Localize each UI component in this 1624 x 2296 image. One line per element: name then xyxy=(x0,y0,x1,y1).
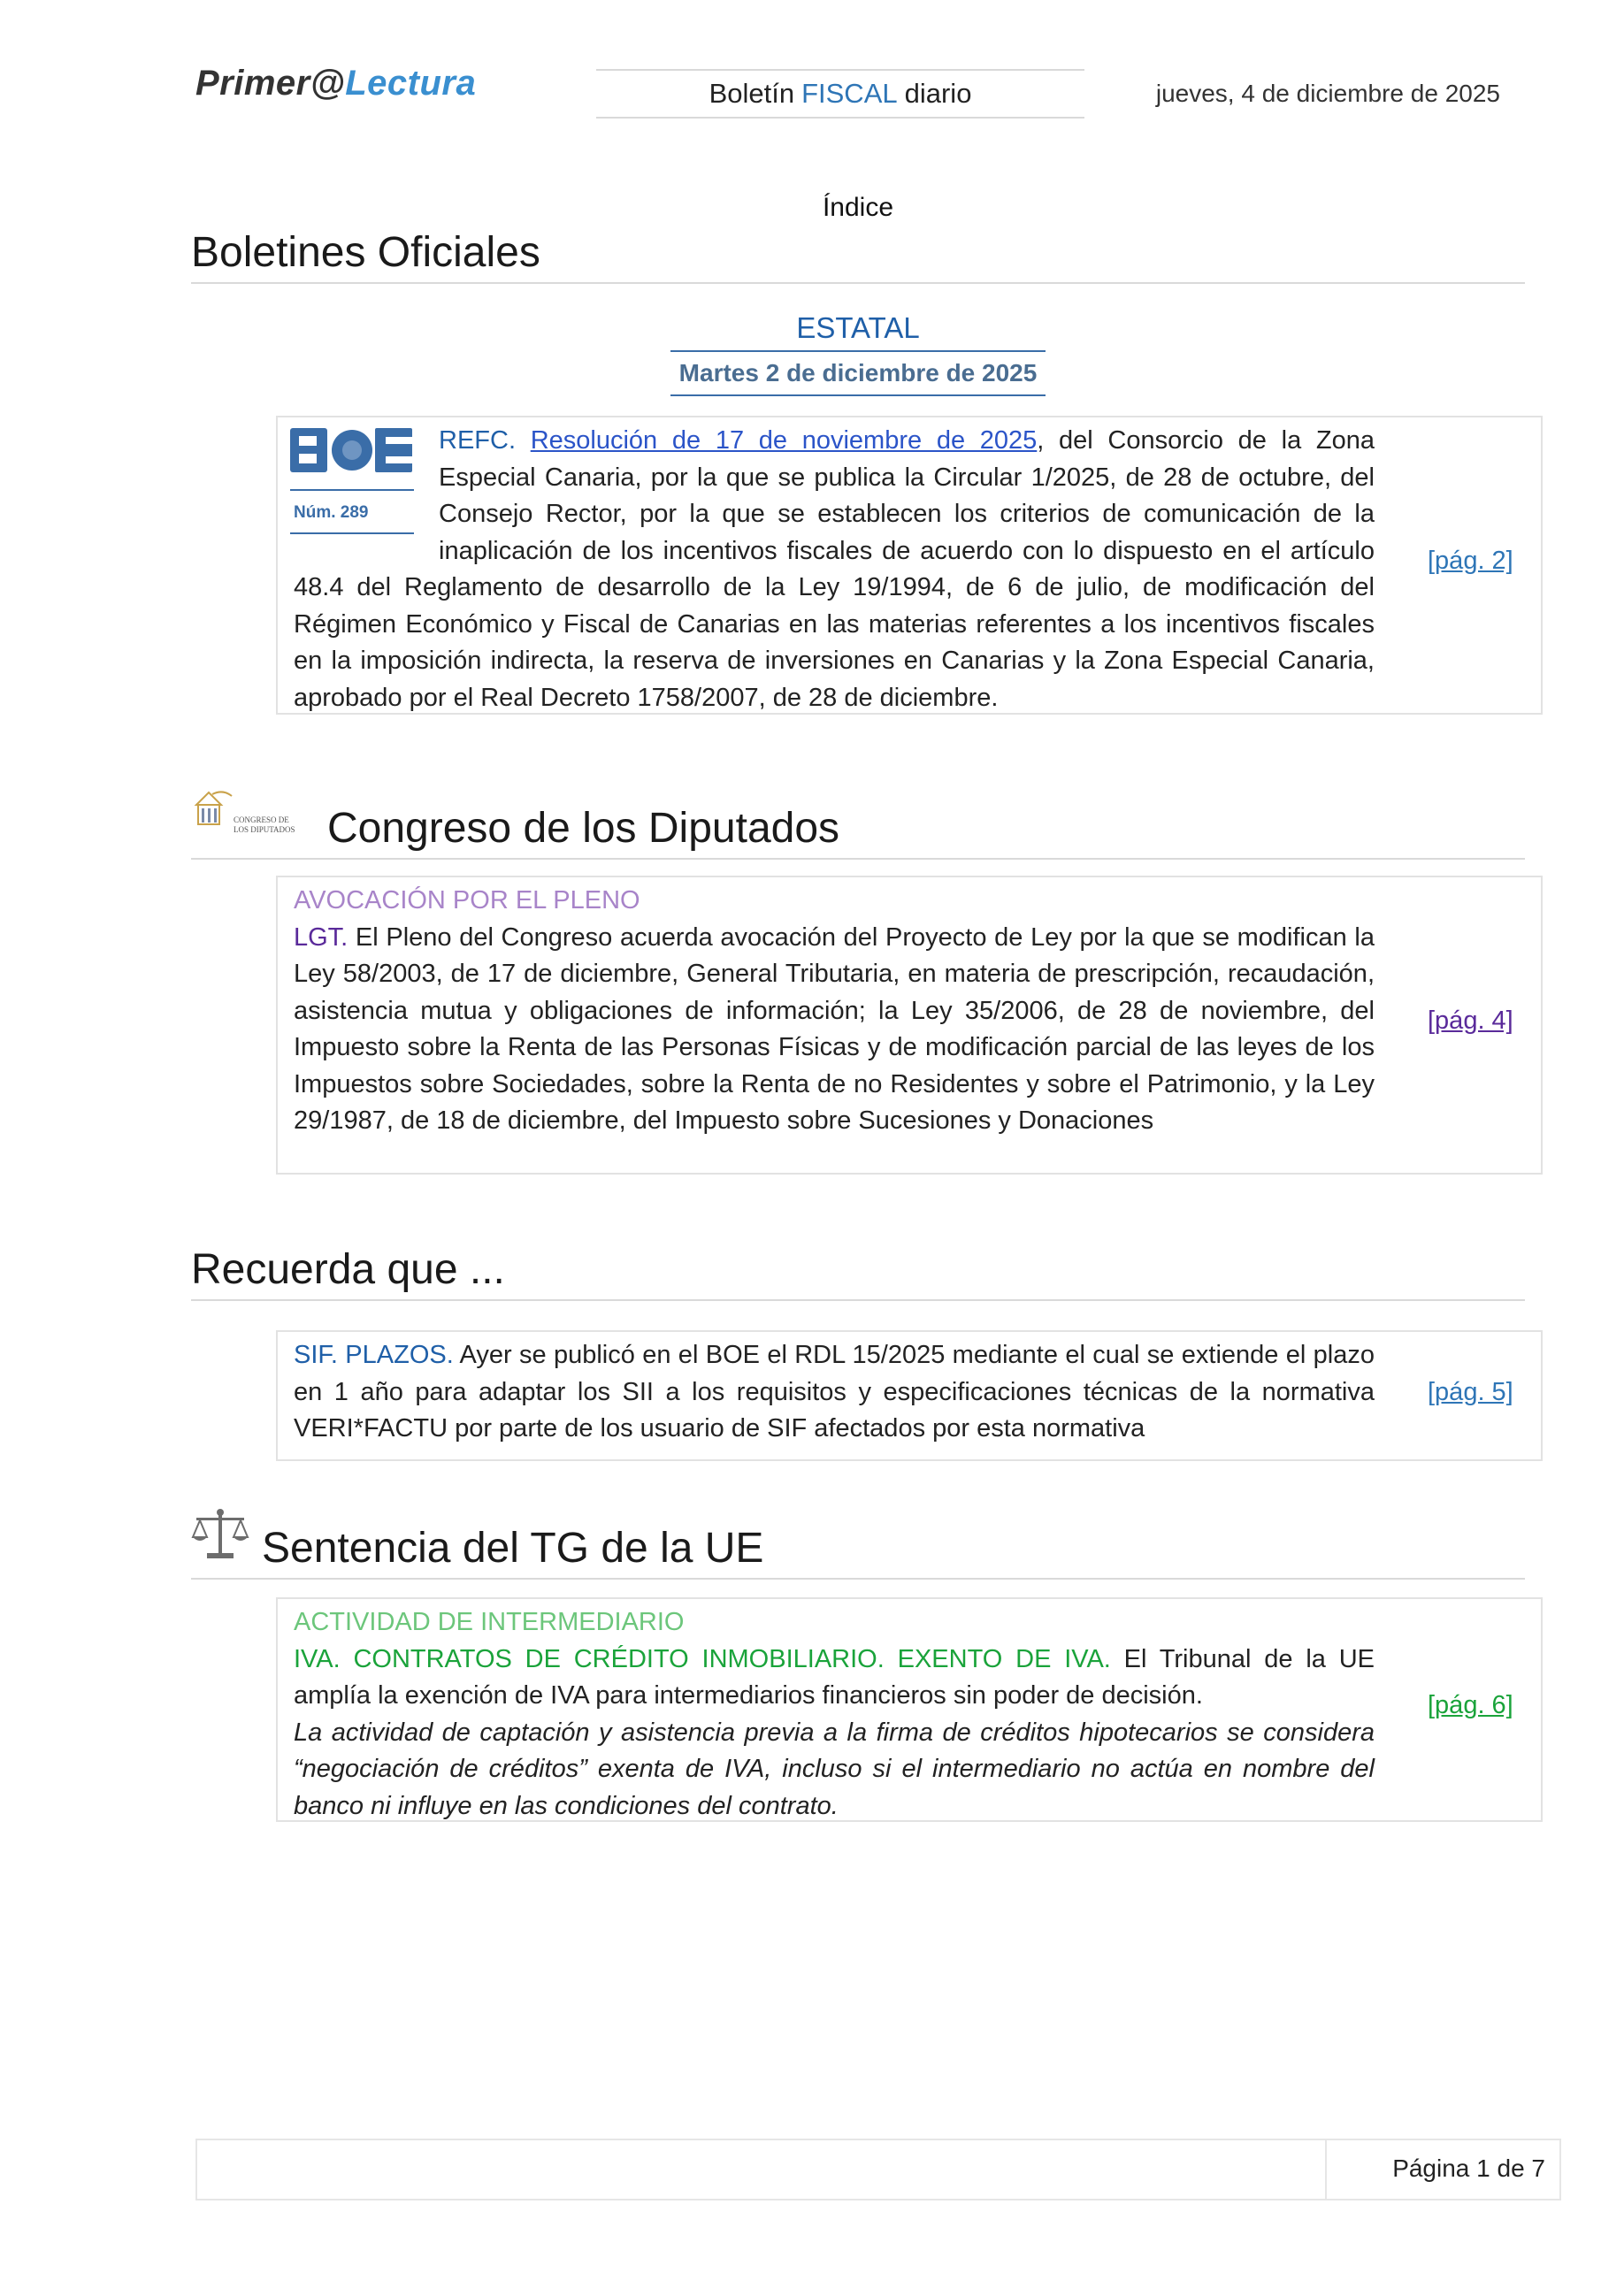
entry-body: , del Consorcio de la Zona Especial Canaria, por la que se publica la Circular 1/2025, de 28 de octubre, del Consejo Rector, por la que se establecen los criterios de comunicación de la inaplicación de los incentivos fiscales de acuerdo con lo dispuesto en el artículo 48.4 del Reglamento de desarrollo de la Ley 19/1994, de 6 de julio, de modificación del Régimen Económico y Fiscal de Canarias en las materias referentes a los incentivos fiscales en la imposición indirecta, la reserva de inversiones en Canarias y la Zona Especial Canaria, aprobado por el Real Decreto 1758/2007, de 28 de diciembre. xyxy=(294,426,1375,712)
entry-tag: IVA. CONTRATOS DE CRÉDITO INMOBILIARIO. EXENTO DE IVA. xyxy=(294,1644,1111,1673)
entry-category: AVOCACIÓN POR EL PLENO xyxy=(294,886,640,915)
boe-issue-number: Núm. 289 xyxy=(290,489,414,535)
entry-body: Ayer se publicó en el BOE el RDL 15/2025 mediante el cual se extiende el plazo en 1 año para adaptar los SII a los requisitos y especificaciones técnicas de la normativa VERI*FACTU por parte de los usuario de SIF afectados por esta normativa xyxy=(294,1341,1375,1443)
brand-logo xyxy=(195,64,476,103)
resolution-link[interactable]: Resolución de 17 de noviembre de 2025 xyxy=(530,426,1038,455)
entry-text xyxy=(294,883,1375,1140)
entry-tag: LGT. xyxy=(294,922,349,952)
section-title-recuerda xyxy=(191,1245,1525,1301)
section-title-text: Recuerda que ... xyxy=(191,1246,505,1293)
footer xyxy=(195,2139,1561,2200)
entry-category: ACTIVIDAD DE INTERMEDIARIO xyxy=(294,1608,685,1636)
section-title-text: Sentencia del TG de la UE xyxy=(262,1525,764,1572)
entry-boe xyxy=(276,416,1543,715)
bulletin-pre: Boletín xyxy=(709,78,795,109)
page-link[interactable]: [pág. 4] xyxy=(1428,1006,1513,1035)
entry-tag: SIF. PLAZOS. xyxy=(294,1341,454,1369)
section-title-text: Congreso de los Diputados xyxy=(327,805,840,852)
entry-congreso xyxy=(276,876,1543,1175)
entry-text xyxy=(294,1604,1375,1825)
section-title-boletines xyxy=(191,228,1525,284)
congreso-logo-icon xyxy=(191,785,315,853)
svg-text:LOS DIPUTADOS: LOS DIPUTADOS xyxy=(234,825,295,834)
publication-date: Martes 2 de diciembre de 2025 xyxy=(670,350,1046,396)
brand-part2: Lectura xyxy=(345,64,477,103)
entry-text xyxy=(294,423,1375,716)
bulletin-title xyxy=(596,69,1084,119)
entry-sentencia xyxy=(276,1597,1543,1822)
index-title: Índice xyxy=(822,193,894,222)
header-date: jueves, 4 de diciembre de 2025 xyxy=(1155,80,1500,107)
brand-part1: Primer@ xyxy=(195,64,346,103)
entry-text xyxy=(294,1337,1375,1448)
entry-tag: REFC. xyxy=(439,426,516,455)
page-link[interactable]: [pág. 6] xyxy=(1428,1691,1513,1719)
page-number: Página 1 de 7 xyxy=(1392,2154,1545,2182)
boe-logo xyxy=(290,425,414,534)
entry-recuerda xyxy=(276,1330,1543,1461)
section-title-sentencia xyxy=(191,1507,1525,1580)
bulletin-highlight: FISCAL xyxy=(801,78,898,109)
page-link[interactable]: [pág. 5] xyxy=(1428,1378,1513,1406)
svg-text:CONGRESO DE: CONGRESO DE xyxy=(234,815,289,824)
entry-body: El Pleno del Congreso acuerda avocación del Proyecto de Ley por la que se modifican la Ley 58/2003, de 17 de diciembre, General Tributaria, en materia de prescripción, recaudación, asistencia mutua y obligaciones de información; la Ley 35/2006, de 28 de noviembre, del Impuesto sobre la Renta de las Personas Físicas y de modificación parcial de las leyes de los Impuestos sobre Sociedades, sobre la Renta de no Residentes y sobre el Patrimonio, y la Ley 29/1987, de 18 de diciembre, del Impuesto sobre Sucesiones y Donaciones xyxy=(294,922,1375,1135)
footer-divider xyxy=(1325,2140,1327,2199)
entry-summary: La actividad de captación y asistencia previa a la firma de créditos hipotecarios se considera “negociación de créditos” exenta de IVA, incluso si el intermediario no actúa en nombre del banco ni influye en las condiciones del contrato. xyxy=(294,1718,1375,1820)
bulletin-post: diario xyxy=(904,78,972,109)
section-title-congreso xyxy=(191,785,1525,860)
section-title-text: Boletines Oficiales xyxy=(191,229,540,276)
scales-icon xyxy=(191,1507,249,1573)
entry-body: El Tribunal de la UE amplía la exención de IVA para intermediarios financieros sin poder de decisión. xyxy=(294,1644,1375,1710)
page-link[interactable]: [pág. 2] xyxy=(1428,547,1513,575)
scope-label: ESTATAL xyxy=(796,311,920,344)
boe-icon xyxy=(290,425,414,474)
